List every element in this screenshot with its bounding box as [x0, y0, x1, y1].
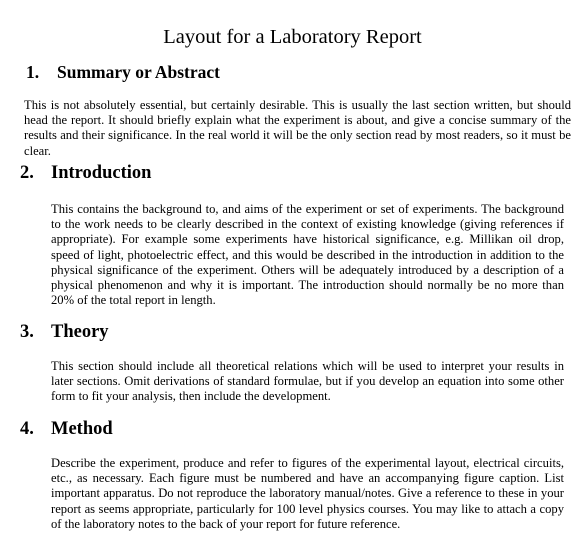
section-number: 4. — [20, 419, 34, 439]
section-title: Theory — [51, 322, 109, 342]
section-heading-theory — [20, 320, 320, 344]
section-number: 1. — [26, 62, 40, 82]
section-heading-method — [20, 417, 320, 441]
section-heading-summary — [26, 60, 326, 84]
section-number: 2. — [20, 163, 34, 183]
section-title: Summary or Abstract — [57, 62, 220, 82]
section-number: 3. — [20, 322, 34, 342]
section-body-introduction: This contains the background to, and aims of the experiment or set of experiments. The background to the work needs to be clearly described in the context of existing knowledge (giving references if appropriate). For example some experiments have historical significance, e.g. Millikan oil drop, speed of light, photoelectric effect, and this would be described in the introduction in addition to the physical significance of the experiment. Others will be adequately introduced by a description of a physical phenomenon and why it is important. The introduction should normally be no more than 20% of the total report in length. — [51, 202, 564, 308]
section-body-theory: This section should include all theoretical relations which will be used to interpret your results in later sections. Omit derivations of standard formulae, but if you develop an equation into some other form to fit your analysis, then include the development. — [51, 359, 564, 404]
document-title: Layout for a Laboratory Report — [163, 26, 422, 48]
section-body-method: Describe the experiment, produce and refer to figures of the experimental layout, electrical circuits, etc., as necessary. Each figure must be numbered and have an accompanying figure caption. List important apparatus. Do not reproduce the laboratory manual/notes. Give a reference to these in your report as seems appropriate, particularly for 100 level physics courses. You may like to attach a copy of the laboratory notes to the back of your report for future reference. — [51, 456, 564, 531]
section-body-summary: This is not absolutely essential, but certainly desirable. This is usually the last section written, but should head the report. It should briefly explain what the experiment is about, and give a concise summary of the results and their significance. In the real world it will be the only section read by most readers, so it must be clear. — [24, 98, 571, 158]
section-title: Introduction — [51, 163, 152, 183]
section-heading-introduction — [20, 161, 320, 185]
section-title: Method — [51, 419, 113, 439]
